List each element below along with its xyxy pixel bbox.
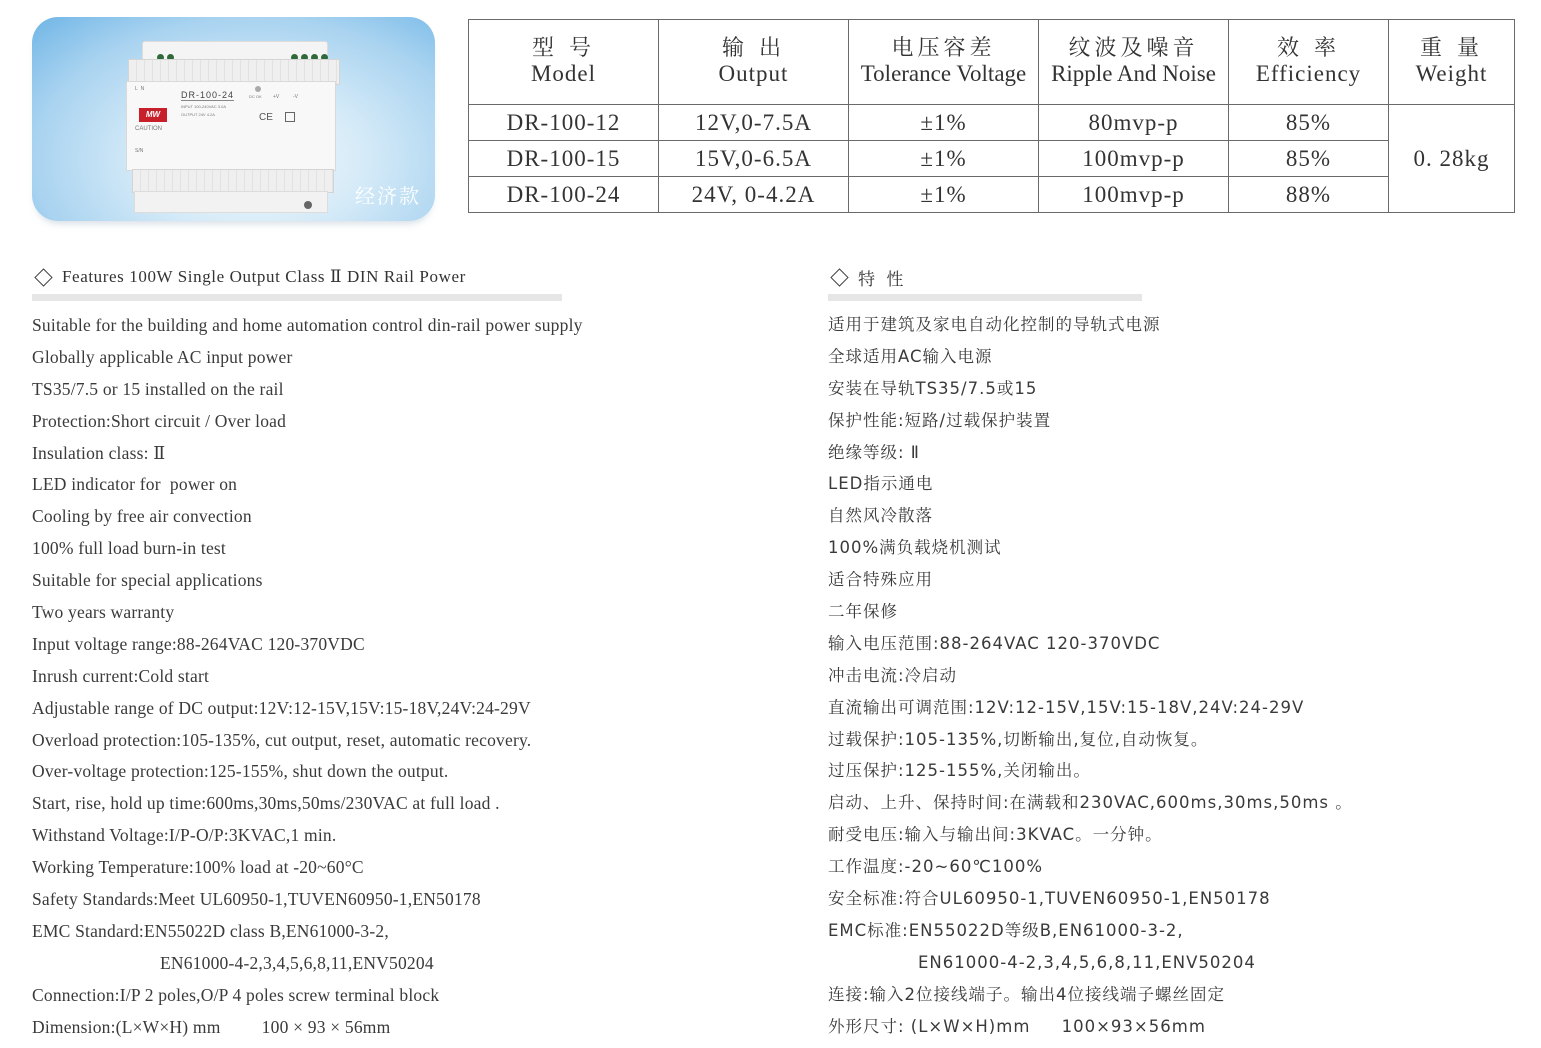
table-row bbox=[469, 105, 1515, 141]
header-model: 型 号 Model bbox=[469, 20, 659, 105]
list-item: Suitable for the building and home automation control din-rail power supply bbox=[32, 315, 583, 335]
header-ripple: 纹波及噪音 Ripple And Noise bbox=[1039, 20, 1229, 105]
features-english bbox=[32, 262, 692, 1042]
list-item: Safety Standards:Meet UL60950-1,TUVEN60950-1,EN50178 bbox=[32, 889, 481, 910]
list-item: 保护性能:短路/过载保护装置 bbox=[828, 410, 1052, 430]
list-item: 输入电压范围:88-264VAC 120-370VDC bbox=[828, 633, 1161, 653]
list-item: 冲击电流:冷启动 bbox=[828, 665, 958, 685]
table-row bbox=[469, 177, 1515, 213]
features-english-list bbox=[32, 309, 692, 1042]
cell-efficiency: 85% bbox=[1229, 105, 1389, 141]
cell-tolerance: ±1% bbox=[849, 177, 1039, 213]
cell-efficiency: 85% bbox=[1229, 141, 1389, 177]
device-output-spec: OUTPUT 24V 4.2A bbox=[181, 112, 215, 117]
list-item: EMC Standard:EN55022D class B,EN61000-3-2, bbox=[32, 920, 389, 941]
cell-output: 12V,0-7.5A bbox=[659, 105, 849, 141]
device-fins-lower bbox=[132, 169, 334, 193]
features-chinese-heading bbox=[828, 262, 1468, 292]
device-output-label: -V bbox=[293, 94, 298, 100]
header-efficiency: 效 率 Efficiency bbox=[1229, 20, 1389, 105]
cell-efficiency: 88% bbox=[1229, 177, 1389, 213]
cell-output: 24V, 0-4.2A bbox=[659, 177, 849, 213]
cell-tolerance: ±1% bbox=[849, 141, 1039, 177]
brand-logo: MW bbox=[139, 108, 167, 122]
list-item: 外形尺寸: (L×W×H)mm 100×93×56mm bbox=[828, 1016, 1206, 1036]
list-item: 100%满负载烧机测试 bbox=[828, 538, 1002, 558]
list-item: Connection:I/P 2 poles,O/P 4 poles screw terminal block bbox=[32, 984, 440, 1005]
list-item: TS35/7.5 or 15 installed on the rail bbox=[32, 378, 284, 399]
list-item: Cooling by free air convection bbox=[32, 506, 252, 527]
list-item: 过压保护:125-155%,关闭输出。 bbox=[828, 761, 1091, 781]
header-weight: 重 量 Weight bbox=[1389, 20, 1515, 105]
din-rail-power-supply-illustration bbox=[128, 35, 338, 217]
list-item: 全球适用AC输入电源 bbox=[828, 346, 993, 366]
list-item: 自然风冷散落 bbox=[828, 506, 933, 526]
list-item: LED indicator for power on bbox=[32, 474, 238, 495]
list-item: Adjustable range of DC output:12V:12-15V,15V:15-18V,24V:24-29V bbox=[32, 697, 531, 718]
cell-tolerance: ±1% bbox=[849, 105, 1039, 141]
table-row bbox=[469, 141, 1515, 177]
led-indicator-icon bbox=[255, 86, 261, 92]
cell-model: DR-100-12 bbox=[469, 105, 659, 141]
list-item: Insulation class: Ⅱ bbox=[32, 442, 166, 463]
cell-weight: 0. 28kg bbox=[1389, 105, 1515, 213]
bottom-rail-clip bbox=[134, 191, 328, 213]
device-input-spec: INPUT 100-240VAC 3.0A bbox=[181, 104, 226, 109]
list-item: 100% full load burn-in test bbox=[32, 538, 226, 559]
features-english-title: Features 100W Single Output Class Ⅱ DIN Rail Power bbox=[62, 267, 466, 286]
spec-table bbox=[468, 19, 1515, 213]
device-caution: CAUTION bbox=[135, 126, 162, 132]
list-item: Dimension:(L×W×H) mm 100 × 93 × 56mm bbox=[32, 1016, 391, 1037]
cell-model: DR-100-15 bbox=[469, 141, 659, 177]
list-item: Start, rise, hold up time:600ms,30ms,50ms/230VAC at full load . bbox=[32, 793, 500, 814]
list-item: Inrush current:Cold start bbox=[32, 665, 210, 686]
list-item: LED指示通电 bbox=[828, 474, 934, 494]
features-chinese bbox=[828, 262, 1468, 1042]
list-item: Withstand Voltage:I/P-O/P:3KVAC,1 min. bbox=[32, 825, 337, 846]
device-front-panel bbox=[126, 81, 336, 171]
list-item: 适用于建筑及家电自动化控制的导轨式电源 bbox=[828, 315, 1161, 334]
spec-table-header-row bbox=[469, 20, 1515, 105]
list-item: 过载保护:105-135%,切断输出,复位,自动恢复。 bbox=[828, 729, 1209, 749]
diamond-bullet-icon bbox=[34, 268, 52, 286]
list-item: Protection:Short circuit / Over load bbox=[32, 410, 287, 431]
header-output: 输 出 Output bbox=[659, 20, 849, 105]
features-english-heading bbox=[32, 262, 692, 292]
list-item: Working Temperature:100% load at -20~60°C bbox=[32, 857, 364, 878]
economy-badge: 经济款 bbox=[355, 184, 421, 208]
list-item: 二年保修 bbox=[828, 602, 898, 622]
product-image-card bbox=[32, 17, 435, 221]
list-item: 启动、上升、保持时间:在满载和230VAC,600ms,30ms,50ms 。 bbox=[828, 793, 1353, 813]
list-item-continuation: EN61000-4-2,3,4,5,6,8,11,ENV50204 bbox=[918, 952, 1256, 972]
list-item: 适合特殊应用 bbox=[828, 570, 933, 590]
list-item: 连接:输入2位接线端子。输出4位接线端子螺丝固定 bbox=[828, 984, 1226, 1004]
list-item: 绝缘等级: Ⅱ bbox=[828, 442, 920, 462]
device-output-label: +V bbox=[273, 94, 280, 100]
list-item: Suitable for special applications bbox=[32, 570, 263, 591]
list-item: EMC标准:EN55022D等级B,EN61000-3-2, bbox=[828, 920, 1184, 940]
diamond-bullet-icon bbox=[830, 268, 848, 286]
device-led-label: DC OK bbox=[249, 94, 262, 99]
list-item: Over-voltage protection:125-155%, shut down the output. bbox=[32, 761, 449, 782]
cell-output: 15V,0-6.5A bbox=[659, 141, 849, 177]
features-chinese-list bbox=[828, 309, 1468, 1042]
mounting-screw-icon bbox=[304, 201, 312, 209]
cell-ripple: 100mvp-p bbox=[1039, 141, 1229, 177]
section-divider bbox=[32, 294, 562, 301]
ce-mark-icon: CE bbox=[259, 112, 273, 123]
list-item: Globally applicable AC input power bbox=[32, 346, 293, 367]
list-item: 耐受电压:输入与输出间:3KVAC。一分钟。 bbox=[828, 825, 1163, 845]
list-item-continuation: EN61000-4-2,3,4,5,6,8,11,ENV50204 bbox=[160, 952, 434, 973]
list-item: Overload protection:105-135%, cut output, reset, automatic recovery. bbox=[32, 729, 532, 750]
device-sn: S/N bbox=[135, 148, 144, 154]
cell-ripple: 100mvp-p bbox=[1039, 177, 1229, 213]
list-item: 工作温度:-20~60℃100% bbox=[828, 857, 1044, 877]
class-ii-mark-icon bbox=[285, 112, 295, 122]
list-item: Two years warranty bbox=[32, 602, 175, 623]
section-divider bbox=[828, 294, 1142, 301]
list-item: 安全标准:符合UL60950-1,TUVEN60950-1,EN50178 bbox=[828, 889, 1271, 909]
features-chinese-title: 特 性 bbox=[858, 269, 907, 290]
list-item: 安装在导轨TS35/7.5或15 bbox=[828, 378, 1038, 398]
input-terminal-labels: L N bbox=[135, 86, 145, 92]
list-item: Input voltage range:88-264VAC 120-370VDC bbox=[32, 633, 365, 654]
device-model-label: DR-100-24 bbox=[181, 90, 235, 100]
cell-model: DR-100-24 bbox=[469, 177, 659, 213]
cell-ripple: 80mvp-p bbox=[1039, 105, 1229, 141]
list-item: 直流输出可调范围:12V:12-15V,15V:15-18V,24V:24-29V bbox=[828, 697, 1305, 717]
header-tolerance: 电压容差 Tolerance Voltage bbox=[849, 20, 1039, 105]
